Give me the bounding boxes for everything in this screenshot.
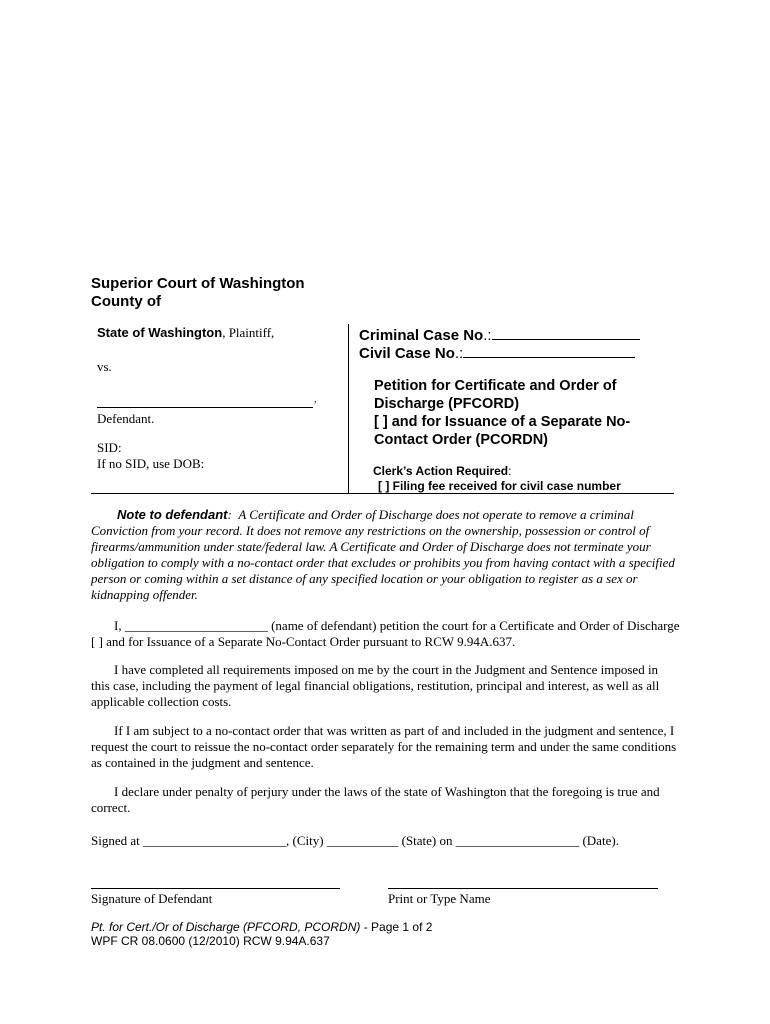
footer-form-title: Pt. for Cert./Or of Discharge (PFCORD, PCORDN)	[91, 920, 361, 934]
date-label: (Date).	[582, 833, 619, 848]
separate-no-contact-order-checkbox-line[interactable]: [ ] and for Issuance of a Separate No-	[374, 414, 631, 430]
city-label: , (City)	[286, 833, 324, 848]
requirements-paragraph: I have completed all requirements imposed on me by the court in the Judgment and Sentence imposed in this case, including the payment of legal financial obligations, restitution, principal and interest, as well as all applicable collection costs.	[91, 662, 660, 709]
clerks-action-label: Clerk’s Action Required	[373, 464, 509, 478]
note-lead: Note to defendant	[117, 507, 228, 522]
note-lead-colon: :	[227, 507, 232, 522]
clerks-action-colon: :	[508, 464, 512, 478]
versus-label: vs.	[97, 359, 112, 374]
date-blank[interactable]: ___________________	[455, 833, 580, 848]
filing-fee-checkbox[interactable]: [ ] Filing fee received for civil case number	[378, 479, 621, 493]
no-contact-paragraph: If I am subject to a no-contact order that was written as part of and included in the judgment and sentence, I request the court to reissue the no-contact order separately for the remaining term and under the same conditions as contained in the judgment and sentence.	[91, 723, 677, 770]
declaration-paragraph: I declare under penalty of perjury under the laws of the state of Washington that the foregoing is true and correct.	[91, 784, 660, 815]
petition-paragraph-rest: (name of defendant) petition the court for a Certificate and Order of Discharge [ ] and for Issuance of a Separate No-Contact Order pursuant to RCW 9.94A.637.	[91, 618, 680, 649]
case-caption-parties	[97, 325, 337, 472]
plaintiff-role: , Plaintiff,	[222, 325, 275, 340]
signature-of-defendant-label: Signature of Defendant	[91, 891, 213, 906]
footer-page-number: - Page 1 of 2	[360, 920, 433, 934]
petition-title-line: Discharge (PFCORD)	[374, 396, 520, 412]
county-label: County of	[91, 293, 161, 310]
case-numbers	[359, 327, 640, 363]
defendant-name-field[interactable]	[97, 394, 313, 408]
criminal-case-colon: .:	[483, 327, 492, 344]
criminal-case-number-field[interactable]	[492, 327, 640, 340]
defendant-label: Defendant.	[97, 411, 155, 426]
print-name-field[interactable]	[388, 888, 658, 889]
clerks-action	[373, 464, 621, 494]
petition-title-line: Contact Order (PCORDN)	[374, 432, 549, 448]
court-title	[91, 275, 305, 311]
note-to-defendant	[91, 507, 680, 603]
state-label: (State) on	[401, 833, 453, 848]
page-footer	[91, 920, 432, 948]
plaintiff-name: State of Washington	[97, 325, 223, 340]
signed-at-label: Signed at	[91, 833, 140, 848]
civil-case-number-field[interactable]	[463, 345, 635, 358]
defendant-name-blank[interactable]: ______________________	[124, 618, 268, 633]
petition-paragraph-start: I,	[114, 618, 122, 633]
civil-case-label: Civil Case No	[359, 345, 455, 362]
sid-label: SID:	[97, 440, 122, 455]
caption-divider-vertical	[348, 324, 349, 494]
petition-title-line: Petition for Certificate and Order of	[374, 378, 617, 394]
court-name: Superior Court of Washington	[91, 275, 305, 292]
civil-case-colon: .:	[454, 345, 464, 362]
defendant-signature-field[interactable]	[91, 888, 340, 889]
petition-paragraph	[91, 618, 680, 650]
defendant-comma: ,	[314, 394, 317, 405]
print-or-type-name-label: Print or Type Name	[388, 891, 491, 906]
signed-at-line	[91, 833, 680, 849]
city-blank[interactable]: ______________________	[143, 833, 286, 848]
petition-title	[374, 377, 664, 449]
state-blank[interactable]: ___________	[326, 833, 399, 848]
note-text: A Certificate and Order of Discharge does not operate to remove a criminal Conviction from your record. It does not remove any restrictions on the ownership, possession or control of firearms/ammunition under state/federal law. A Certificate and Order of Discharge does not terminate your obligation to comply with a no-contact order that excludes or prohibits you from having contact with a specified person or coming within a set distance of any specified location or your obligation to register as a sex or kidnapping offender.	[91, 507, 675, 602]
footer-form-code: WPF CR 08.0600 (12/2010) RCW 9.94A.637	[91, 934, 330, 948]
criminal-case-label: Criminal Case No	[359, 327, 484, 344]
no-sid-dob-label: If no SID, use DOB:	[97, 456, 205, 471]
